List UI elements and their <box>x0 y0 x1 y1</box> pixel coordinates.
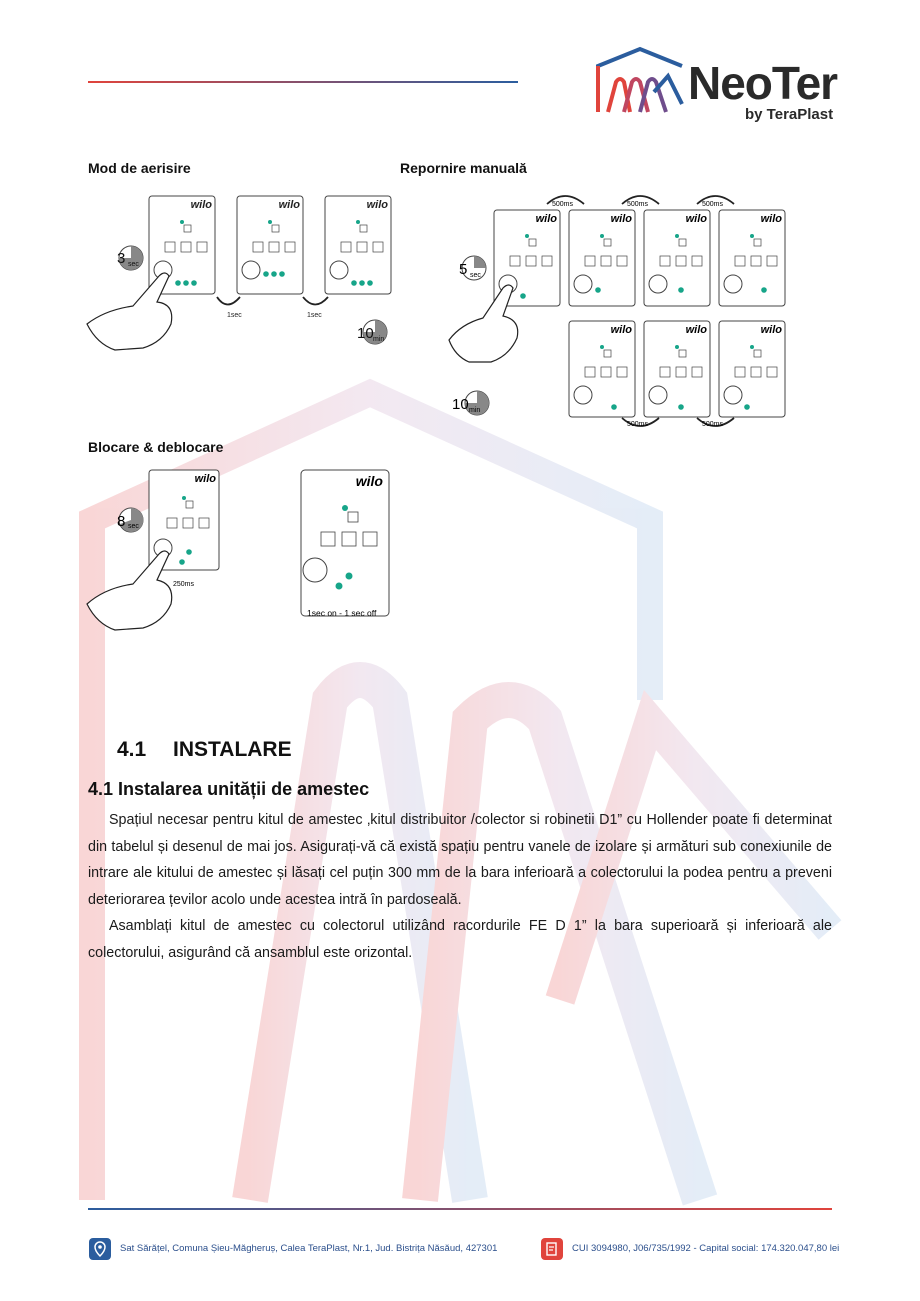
venting-diagram <box>85 192 395 352</box>
svg-text:wilo: wilo <box>535 213 557 225</box>
step-interval-2: 500ms <box>627 201 649 208</box>
svg-text:sec: sec <box>128 261 139 268</box>
pump-panel <box>569 210 635 306</box>
timer-3sec-icon <box>117 246 143 270</box>
restart-diagram <box>447 190 792 428</box>
svg-text:sec: sec <box>470 272 481 279</box>
blink-label-1sec: 1sec on - 1 sec off <box>307 608 377 618</box>
location-pin-icon <box>89 1238 111 1260</box>
pump-panel <box>719 321 785 417</box>
blink-label-250ms: 250ms <box>173 581 195 588</box>
interval-label-1: 1sec <box>227 312 242 319</box>
footer-address: Sat Sărățel, Comuna Șieu-Măgheruș, Calea TeraPlast, Nr.1, Jud. Bistrița Năsăud, 427301 <box>120 1243 498 1254</box>
svg-text:wilo: wilo <box>760 213 782 225</box>
timer-10min-icon <box>452 391 489 415</box>
step-interval-5: 500ms <box>702 421 724 428</box>
pressing-hand-icon <box>87 551 172 630</box>
svg-text:wilo: wilo <box>685 213 707 225</box>
svg-text:5: 5 <box>459 261 468 278</box>
pump-panel <box>569 321 635 417</box>
interval-arrow-1 <box>217 297 240 305</box>
svg-text:3: 3 <box>117 250 126 267</box>
paragraph-1: Spațiul necesar pentru kitul de amestec ‚kitul distribuitor /colector si robinetii D1” cu Hollender poate fi determinat din tabelul și desenul de mai jos. Asigurați-vă că există spațiu pentru vanele de izolare și armături sub conexiunile de intrare ale kitului de amestec și lăsați cel puțin 300 mm de la bara inferioară a colectorului la podea pentru a preveni deteriorarea țevilor acolo unde acestea intră în pardoseală. <box>88 812 832 908</box>
section-title-lock: Blocare & deblocare <box>88 439 224 455</box>
document-pen-icon <box>541 1238 563 1260</box>
brand-name: NeoTer <box>688 57 838 109</box>
footer-company-info: CUI 3094980, J06/735/1992 - Capital social: 174.320.047,80 lei <box>572 1243 840 1254</box>
svg-text:10: 10 <box>452 396 469 413</box>
svg-text:wilo: wilo <box>760 324 782 336</box>
pump-panel <box>237 196 303 294</box>
lock-diagram <box>85 466 395 646</box>
step-interval-4: 500ms <box>627 421 649 428</box>
svg-text:wilo: wilo <box>610 213 632 225</box>
pressing-hand-icon <box>449 285 518 362</box>
panel-brand-1: wilo <box>190 199 212 211</box>
pump-panel <box>644 321 710 417</box>
brand-byline: by TeraPlast <box>745 106 834 123</box>
pump-panel <box>325 196 391 294</box>
svg-text:10: 10 <box>357 325 374 342</box>
pressing-hand-icon <box>87 273 172 350</box>
timer-8sec-icon <box>117 508 143 532</box>
step-interval-1: 500ms <box>552 201 574 208</box>
interval-label-2: 1sec <box>307 312 322 319</box>
header-rule <box>88 81 518 83</box>
svg-text:sec: sec <box>128 523 139 530</box>
svg-text:wilo: wilo <box>685 324 707 336</box>
section-title-venting: Mod de aerisire <box>88 160 191 176</box>
interval-arrow-2 <box>303 297 328 305</box>
house-with-heating-pipes-icon <box>594 46 686 116</box>
footer-rule <box>88 1208 832 1210</box>
timer-10min-icon <box>357 320 387 344</box>
svg-text:min: min <box>469 407 481 414</box>
pump-panel <box>301 470 389 616</box>
section-title-restart: Repornire manuală <box>400 160 527 176</box>
panel-brand-2: wilo <box>278 199 300 211</box>
timer-5sec-icon <box>459 256 486 280</box>
svg-text:8: 8 <box>117 513 126 530</box>
heading-text: INSTALARE <box>173 738 292 761</box>
svg-text:wilo: wilo <box>194 473 216 485</box>
pump-panel <box>644 210 710 306</box>
pump-panel <box>719 210 785 306</box>
svg-text:wilo: wilo <box>355 473 383 489</box>
step-interval-3: 500ms <box>702 201 724 208</box>
panel-brand-3: wilo <box>366 199 388 211</box>
paragraph-2: Asamblați kitul de amestec cu colectorul utilizând racordurile FE D 1” la bara superioară și inferioară ale colectorului, asigurând că ansamblul este orizontal. <box>88 918 832 961</box>
section-heading <box>117 738 292 762</box>
svg-text:wilo: wilo <box>610 324 632 336</box>
subheading: 4.1 Instalarea unității de amestec <box>88 779 370 799</box>
svg-text:min: min <box>373 336 385 343</box>
heading-number: 4.1 <box>117 738 147 761</box>
